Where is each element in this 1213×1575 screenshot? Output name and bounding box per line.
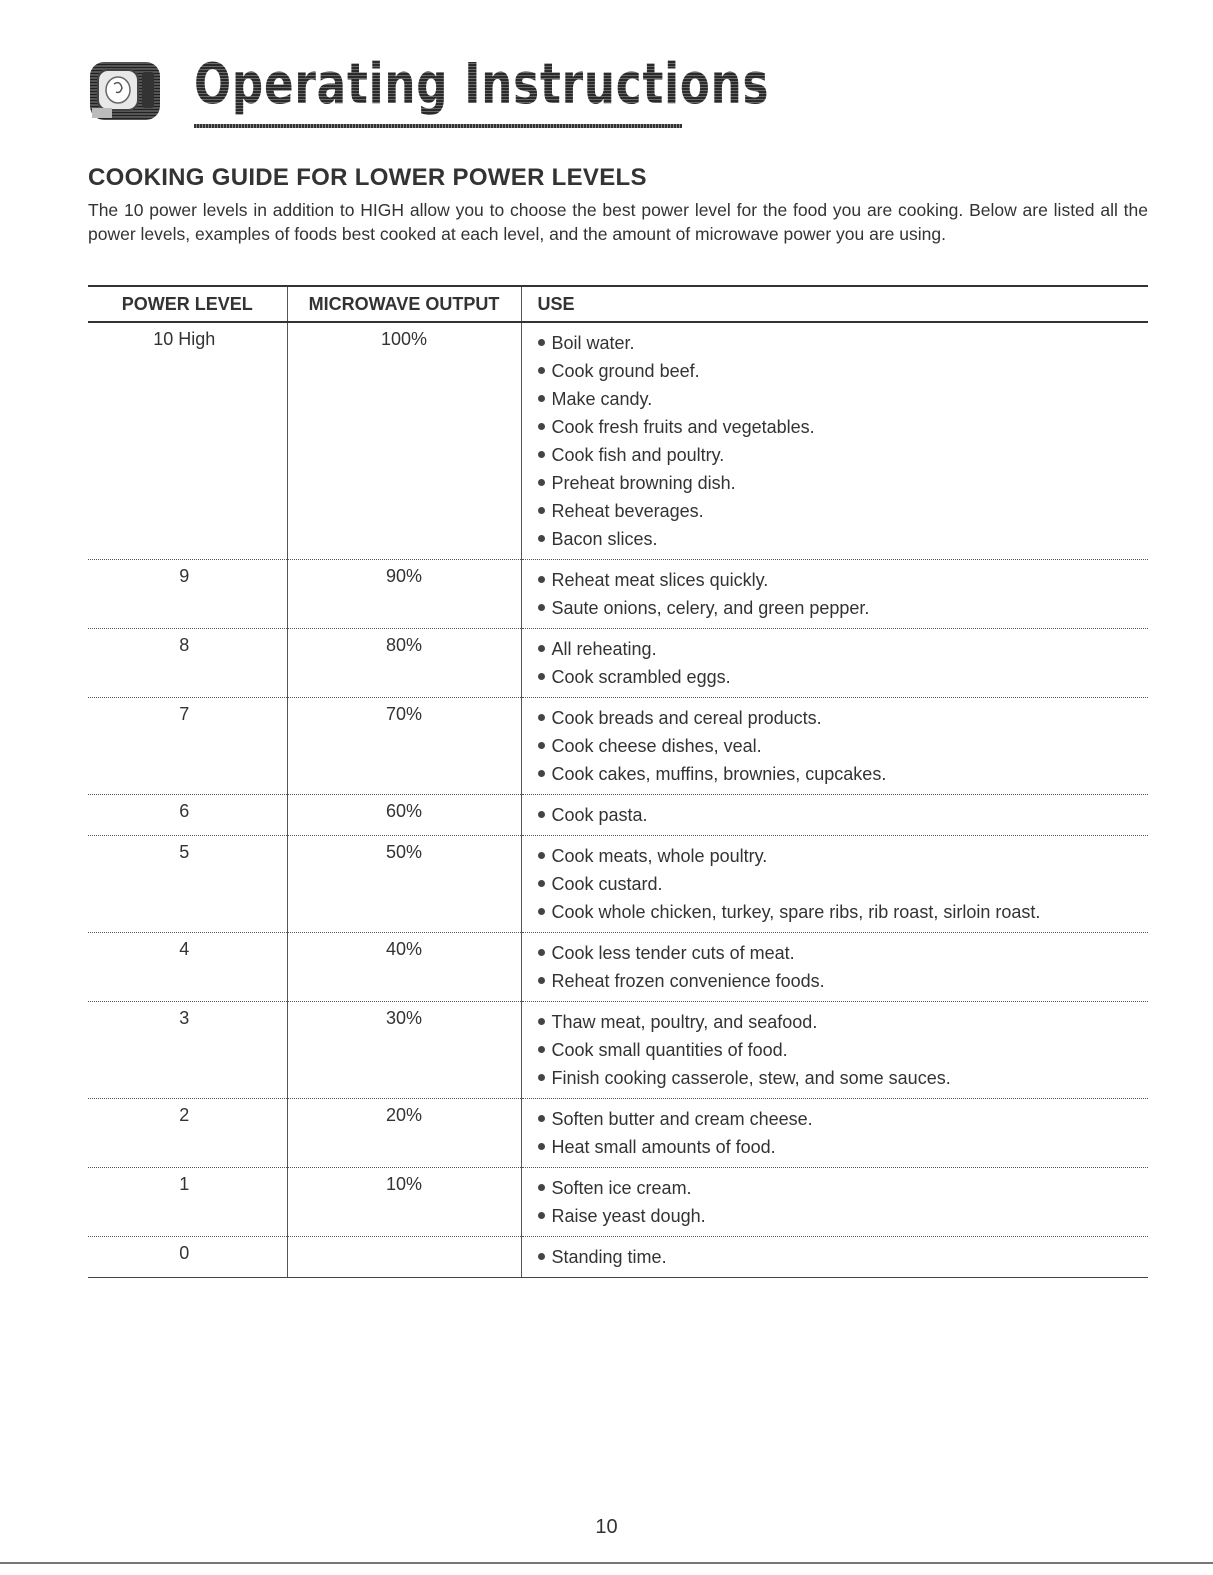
use-list-item bbox=[538, 566, 1149, 594]
table-row bbox=[88, 1099, 1148, 1168]
use-list-item bbox=[538, 594, 1149, 622]
bullet-icon bbox=[538, 604, 545, 611]
microwave-output-cell: 50% bbox=[287, 836, 521, 933]
use-text: Cook fresh fruits and vegetables. bbox=[551, 417, 815, 437]
table-header-row bbox=[88, 286, 1148, 322]
use-list-item bbox=[538, 939, 1149, 967]
use-list-item bbox=[538, 1243, 1149, 1271]
use-text: Cook custard. bbox=[551, 874, 663, 894]
use-text: All reheating. bbox=[551, 639, 657, 659]
bullet-icon bbox=[538, 1184, 545, 1191]
use-cell bbox=[521, 698, 1148, 795]
page-number: 10 bbox=[595, 1516, 618, 1538]
table-row bbox=[88, 629, 1148, 698]
use-list-item bbox=[538, 801, 1149, 829]
title-underline bbox=[194, 124, 682, 128]
bullet-icon bbox=[538, 1143, 545, 1150]
power-level-cell: 9 bbox=[88, 560, 287, 629]
bullet-icon bbox=[538, 479, 545, 486]
use-text: Cook pasta. bbox=[551, 805, 648, 825]
bullet-icon bbox=[538, 395, 545, 402]
table-row bbox=[88, 1237, 1148, 1278]
use-list-item bbox=[538, 635, 1149, 663]
bullet-icon bbox=[538, 339, 545, 346]
use-list-item bbox=[538, 357, 1149, 385]
use-list-item bbox=[538, 1036, 1149, 1064]
use-text: Raise yeast dough. bbox=[551, 1206, 706, 1226]
power-level-table bbox=[88, 285, 1148, 1278]
use-text: Soften ice cream. bbox=[551, 1178, 692, 1198]
section-title: COOKING GUIDE FOR LOWER POWER LEVELS bbox=[88, 164, 647, 191]
table-body bbox=[88, 322, 1148, 1278]
power-level-cell: 10 High bbox=[88, 322, 287, 560]
use-cell bbox=[521, 1237, 1148, 1278]
use-text: Heat small amounts of food. bbox=[551, 1137, 776, 1157]
use-cell bbox=[521, 1168, 1148, 1237]
microwave-output-cell: 10% bbox=[287, 1168, 521, 1237]
use-list-item bbox=[538, 497, 1149, 525]
bullet-icon bbox=[538, 714, 545, 721]
bullet-icon bbox=[538, 880, 545, 887]
bullet-icon bbox=[538, 673, 545, 680]
use-text: Cook less tender cuts of meat. bbox=[551, 943, 795, 963]
microwave-output-cell: 100% bbox=[287, 322, 521, 560]
bullet-icon bbox=[538, 1212, 545, 1219]
use-cell bbox=[521, 836, 1148, 933]
use-list-item bbox=[538, 732, 1149, 760]
table-row bbox=[88, 836, 1148, 933]
use-list-item bbox=[538, 469, 1149, 497]
bullet-icon bbox=[538, 1074, 545, 1081]
header-microwave-output: MICROWAVE OUTPUT bbox=[287, 286, 521, 322]
power-level-cell: 1 bbox=[88, 1168, 287, 1237]
bullet-icon bbox=[538, 742, 545, 749]
use-list-item bbox=[538, 898, 1149, 926]
use-text: Cook fish and poultry. bbox=[551, 445, 725, 465]
bottom-rule bbox=[0, 1562, 1213, 1564]
microwave-output-cell: 80% bbox=[287, 629, 521, 698]
use-text: Bacon slices. bbox=[551, 529, 658, 549]
use-cell bbox=[521, 322, 1148, 560]
table-row bbox=[88, 322, 1148, 560]
table-row bbox=[88, 1168, 1148, 1237]
power-level-cell: 2 bbox=[88, 1099, 287, 1168]
bullet-icon bbox=[538, 507, 545, 514]
microwave-output-cell: 40% bbox=[287, 933, 521, 1002]
bullet-icon bbox=[538, 576, 545, 583]
page-title: Operating Instructions bbox=[194, 52, 770, 117]
use-text: Boil water. bbox=[551, 333, 635, 353]
power-level-cell: 5 bbox=[88, 836, 287, 933]
use-list-item bbox=[538, 842, 1149, 870]
table-row bbox=[88, 698, 1148, 795]
bullet-icon bbox=[538, 1115, 545, 1122]
table-row bbox=[88, 933, 1148, 1002]
microwave-output-cell: 60% bbox=[287, 795, 521, 836]
power-level-cell: 0 bbox=[88, 1237, 287, 1278]
bullet-icon bbox=[538, 770, 545, 777]
use-list-item bbox=[538, 1008, 1149, 1036]
bullet-icon bbox=[538, 451, 545, 458]
use-text: Cook scrambled eggs. bbox=[551, 667, 731, 687]
power-level-cell: 3 bbox=[88, 1002, 287, 1099]
bullet-icon bbox=[538, 535, 545, 542]
microwave-output-cell: 70% bbox=[287, 698, 521, 795]
use-list-item bbox=[538, 870, 1149, 898]
use-list-item bbox=[538, 1174, 1149, 1202]
use-text: Reheat beverages. bbox=[551, 501, 704, 521]
use-text: Cook cakes, muffins, brownies, cupcakes. bbox=[551, 764, 887, 784]
use-list-item bbox=[538, 1133, 1149, 1161]
microwave-output-cell: 90% bbox=[287, 560, 521, 629]
bullet-icon bbox=[538, 1046, 545, 1053]
page-header bbox=[88, 52, 770, 132]
use-list-item bbox=[538, 1064, 1149, 1092]
microwave-output-cell: 30% bbox=[287, 1002, 521, 1099]
bullet-icon bbox=[538, 908, 545, 915]
use-list-item bbox=[538, 385, 1149, 413]
power-level-cell: 6 bbox=[88, 795, 287, 836]
use-text: Thaw meat, poultry, and seafood. bbox=[551, 1012, 818, 1032]
use-text: Cook meats, whole poultry. bbox=[551, 846, 768, 866]
power-level-cell: 8 bbox=[88, 629, 287, 698]
use-list-item bbox=[538, 329, 1149, 357]
use-text: Reheat meat slices quickly. bbox=[551, 570, 769, 590]
use-cell bbox=[521, 560, 1148, 629]
use-text: Cook breads and cereal products. bbox=[551, 708, 822, 728]
use-text: Make candy. bbox=[551, 389, 653, 409]
header-use: USE bbox=[521, 286, 1148, 322]
use-text: Cook cheese dishes, veal. bbox=[551, 736, 762, 756]
use-text: Cook small quantities of food. bbox=[551, 1040, 788, 1060]
use-list-item bbox=[538, 967, 1149, 995]
microwave-icon bbox=[88, 58, 162, 124]
use-text: Reheat frozen convenience foods. bbox=[551, 971, 825, 991]
power-level-cell: 4 bbox=[88, 933, 287, 1002]
power-level-cell: 7 bbox=[88, 698, 287, 795]
use-text: Standing time. bbox=[551, 1247, 667, 1267]
use-text: Cook ground beef. bbox=[551, 361, 700, 381]
use-list-item bbox=[538, 1202, 1149, 1230]
use-list-item bbox=[538, 704, 1149, 732]
use-text: Saute onions, celery, and green pepper. bbox=[551, 598, 870, 618]
table-row bbox=[88, 795, 1148, 836]
bullet-icon bbox=[538, 949, 545, 956]
bullet-icon bbox=[538, 645, 545, 652]
use-list-item bbox=[538, 413, 1149, 441]
use-cell bbox=[521, 933, 1148, 1002]
bullet-icon bbox=[538, 811, 545, 818]
use-list-item bbox=[538, 1105, 1149, 1133]
use-cell bbox=[521, 1099, 1148, 1168]
table-row bbox=[88, 1002, 1148, 1099]
use-text: Cook whole chicken, turkey, spare ribs, rib roast, sirloin roast. bbox=[551, 902, 1041, 922]
use-list-item bbox=[538, 663, 1149, 691]
use-text: Preheat browning dish. bbox=[551, 473, 736, 493]
bullet-icon bbox=[538, 1253, 545, 1260]
header-power-level: POWER LEVEL bbox=[88, 286, 287, 322]
bullet-icon bbox=[538, 1018, 545, 1025]
use-text: Soften butter and cream cheese. bbox=[551, 1109, 813, 1129]
use-cell bbox=[521, 629, 1148, 698]
use-cell bbox=[521, 795, 1148, 836]
bullet-icon bbox=[538, 852, 545, 859]
table-row bbox=[88, 560, 1148, 629]
microwave-output-cell bbox=[287, 1237, 521, 1278]
intro-paragraph: The 10 power levels in addition to HIGH allow you to choose the best power level for the food you are cooking. Below are listed all the power levels, examples of foods best cooked at each level, and the amount of microwave power you are using. bbox=[88, 200, 1148, 244]
use-cell bbox=[521, 1002, 1148, 1099]
use-list-item bbox=[538, 441, 1149, 469]
use-list-item bbox=[538, 760, 1149, 788]
use-text: Finish cooking casserole, stew, and some sauces. bbox=[551, 1068, 951, 1088]
microwave-output-cell: 20% bbox=[287, 1099, 521, 1168]
bullet-icon bbox=[538, 423, 545, 430]
use-list-item bbox=[538, 525, 1149, 553]
bullet-icon bbox=[538, 367, 545, 374]
bullet-icon bbox=[538, 977, 545, 984]
